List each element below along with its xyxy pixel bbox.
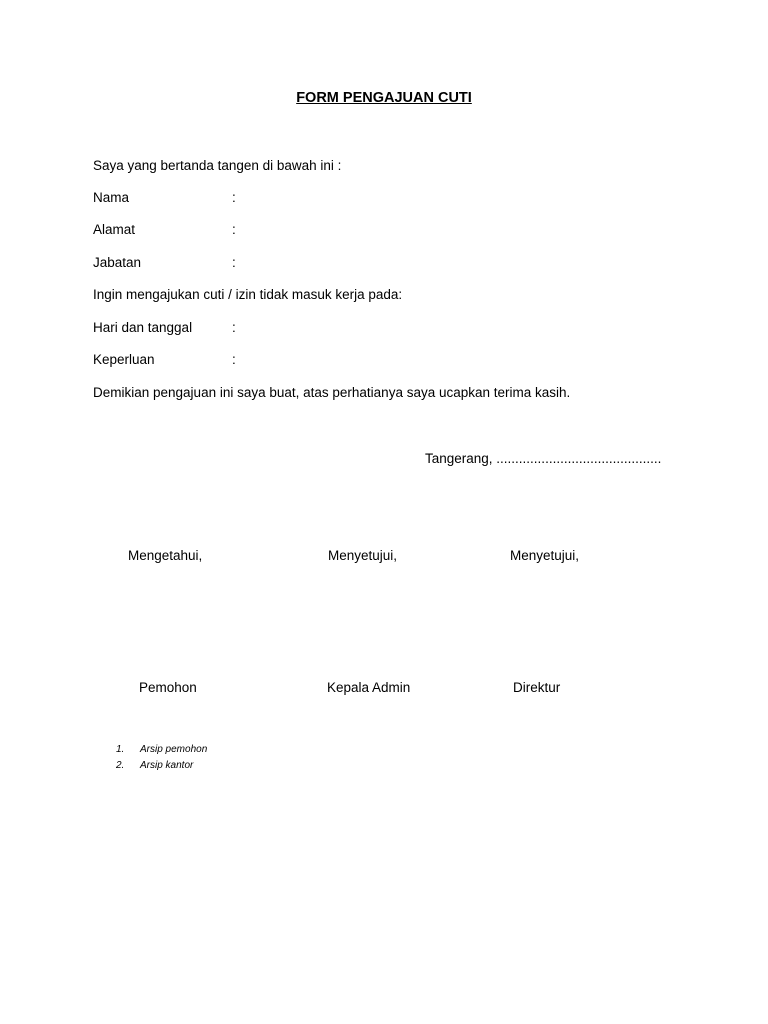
signature-heading-menyetujui: Menyetujui, bbox=[328, 548, 398, 563]
field-label-jabatan: Jabatan bbox=[93, 255, 142, 270]
copy-list-item: Arsip kantor bbox=[140, 760, 194, 771]
copy-list-number: 1. bbox=[116, 744, 125, 755]
copy-list-number: 2. bbox=[116, 760, 125, 771]
form-title: FORM PENGAJUAN CUTI bbox=[296, 90, 472, 106]
signature-role-kepala-admin: Kepala Admin bbox=[327, 680, 411, 695]
closing-text: Demikian pengajuan ini saya buat, atas perhatianya saya ucapkan terima kasih. bbox=[93, 385, 571, 400]
field-colon: : bbox=[232, 320, 236, 335]
signature-heading-menyetujui: Menyetujui, bbox=[510, 548, 580, 563]
field-colon: : bbox=[232, 255, 236, 270]
request-text: Ingin mengajukan cuti / izin tidak masuk kerja pada: bbox=[93, 287, 403, 302]
field-label-hari-tanggal: Hari dan tanggal bbox=[93, 320, 193, 335]
signature-role-direktur: Direktur bbox=[513, 680, 561, 695]
field-label-keperluan: Keperluan bbox=[93, 352, 155, 367]
intro-text: Saya yang bertanda tangen di bawah ini : bbox=[93, 158, 342, 173]
field-colon: : bbox=[232, 190, 236, 205]
place-date: Tangerang, ............................................ bbox=[425, 451, 662, 466]
field-label-nama: Nama bbox=[93, 190, 130, 205]
signature-role-pemohon: Pemohon bbox=[139, 680, 197, 695]
field-colon: : bbox=[232, 222, 236, 237]
field-label-alamat: Alamat bbox=[93, 222, 136, 237]
copy-list-item: Arsip pemohon bbox=[140, 744, 208, 755]
signature-heading-mengetahui: Mengetahui, bbox=[128, 548, 203, 563]
field-colon: : bbox=[232, 352, 236, 367]
